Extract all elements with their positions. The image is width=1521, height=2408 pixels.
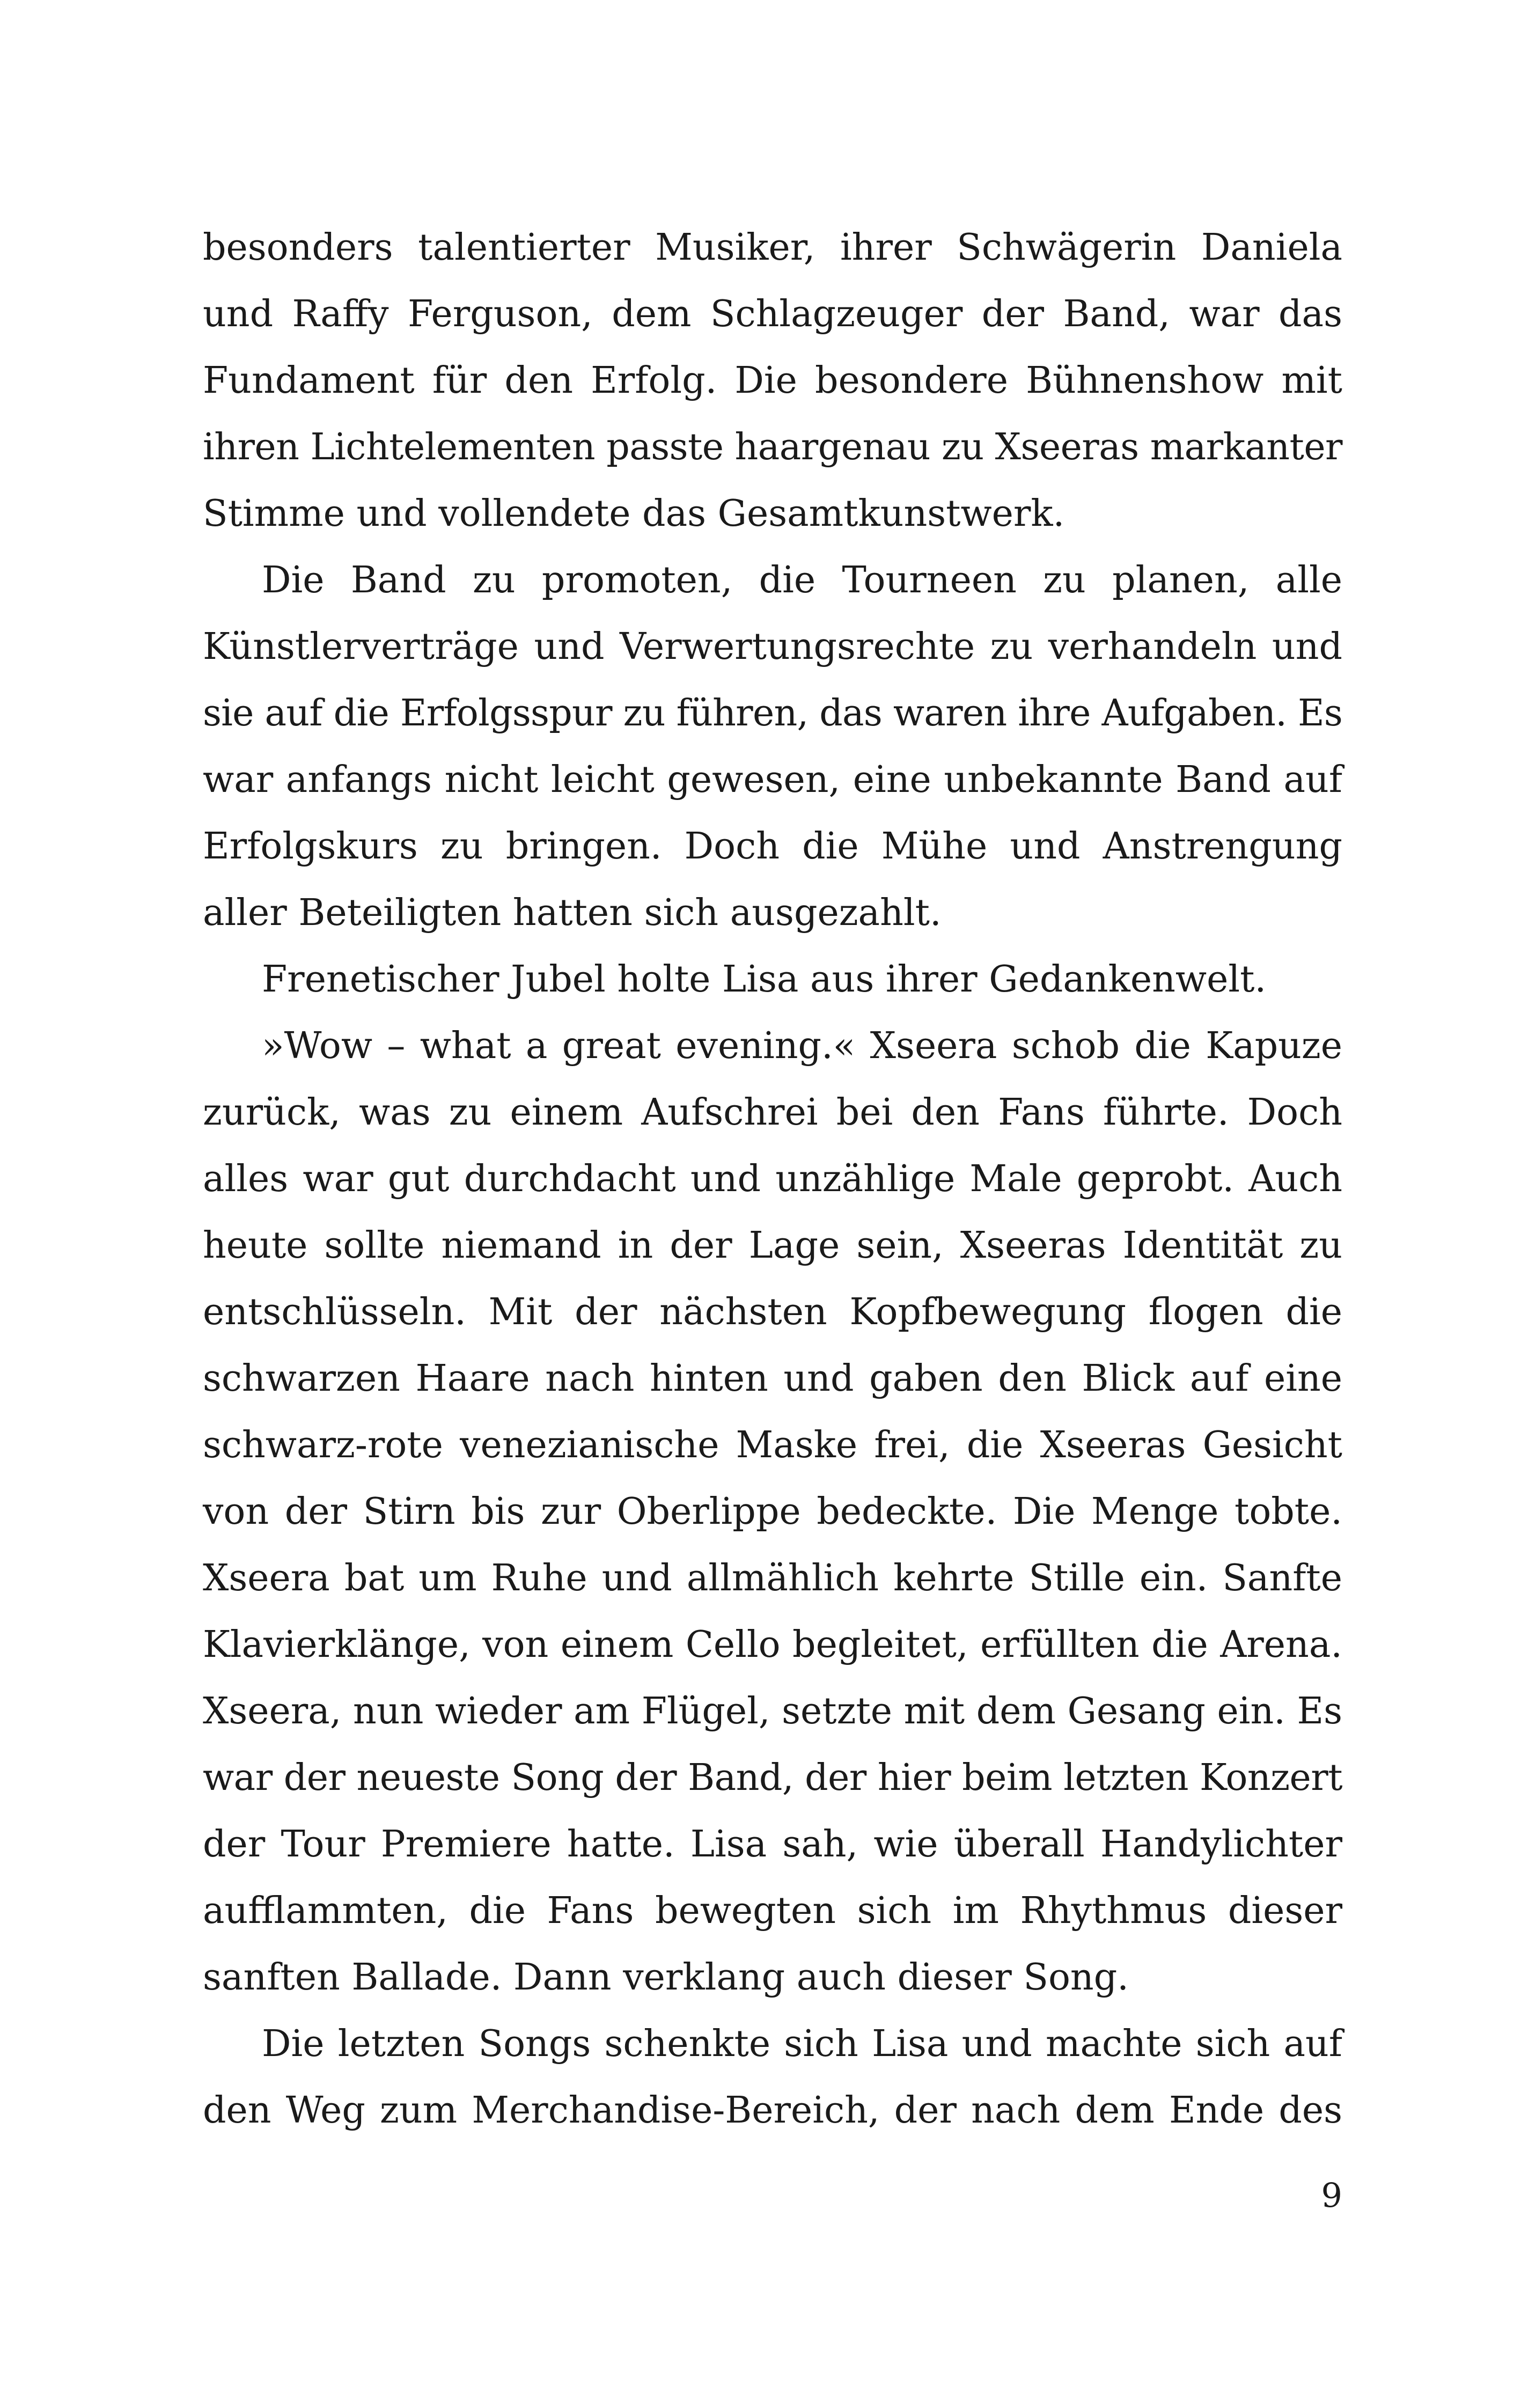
text-line: Xseera, nun wieder am Flügel, setzte mit dem Gesang ein. Es: [203, 1690, 1342, 1732]
text-line: war der neueste Song der Band, der hier beim letzten Konzert: [203, 1757, 1342, 1799]
text-line: heute sollte niemand in der Lage sein, Xseeras Identität zu: [203, 1224, 1342, 1267]
page-number: 9: [1321, 2176, 1342, 2215]
text-line: entschlüsseln. Mit der nächsten Kopfbewegung flogen die: [203, 1291, 1342, 1333]
text-line: aufflammten, die Fans bewegten sich im Rhythmus dieser: [203, 1890, 1342, 1932]
text-line: ihren Lichtelementen passte haargenau zu Xseeras markanter: [203, 426, 1342, 468]
text-line: Klavierklänge, von einem Cello begleitet, erfüllten die Arena.: [203, 1624, 1342, 1666]
text-line: schwarzen Haare nach hinten und gaben den Blick auf eine: [203, 1357, 1342, 1400]
text-line: der Tour Premiere hatte. Lisa sah, wie überall Handylichter: [203, 1823, 1342, 1866]
text-line: Xseera bat um Ruhe und allmählich kehrte Stille ein. Sanfte: [203, 1557, 1342, 1599]
text-line: sanften Ballade. Dann verklang auch dieser Song.: [203, 1956, 1129, 1999]
text-line: Fundament für den Erfolg. Die besondere Bühnenshow mit: [203, 359, 1342, 402]
text-line: schwarz-rote venezianische Maske frei, die Xseeras Gesicht: [203, 1424, 1342, 1466]
text-line: Die Band zu promoten, die Tourneen zu planen, alle: [262, 559, 1342, 601]
text-line: aller Beteiligten hatten sich ausgezahlt.: [203, 892, 942, 934]
text-line: zurück, was zu einem Aufschrei bei den Fans führte. Doch: [203, 1091, 1342, 1134]
text-line: den Weg zum Merchandise-Bereich, der nach dem Ende des: [203, 2089, 1342, 2132]
text-line: Künstlerverträge und Verwertungsrechte zu verhandeln und: [203, 626, 1342, 668]
text-line: besonders talentierter Musiker, ihrer Schwägerin Daniela: [203, 226, 1342, 269]
text-line: Frenetischer Jubel holte Lisa aus ihrer Gedankenwelt.: [262, 958, 1267, 1001]
text-line: sie auf die Erfolgsspur zu führen, das waren ihre Aufgaben. Es: [203, 692, 1343, 735]
text-line: und Raffy Ferguson, dem Schlagzeuger der Band, war das: [203, 293, 1342, 335]
text-line: Stimme und vollendete das Gesamtkunstwerk.: [203, 493, 1065, 535]
text-line: war anfangs nicht leicht gewesen, eine unbekannte Band auf: [203, 759, 1342, 801]
text-line: Die letzten Songs schenkte sich Lisa und machte sich auf: [262, 2023, 1342, 2065]
body-text: [203, 215, 1342, 2144]
text-line: von der Stirn bis zur Oberlippe bedeckte. Die Menge tobte.: [203, 1491, 1342, 1533]
text-line: alles war gut durchdacht und unzählige Male geprobt. Auch: [203, 1158, 1342, 1200]
text-line: Erfolgskurs zu bringen. Doch die Mühe und Anstrengung: [203, 825, 1342, 868]
text-line: »Wow – what a great evening.« Xseera schob die Kapuze: [262, 1025, 1342, 1067]
